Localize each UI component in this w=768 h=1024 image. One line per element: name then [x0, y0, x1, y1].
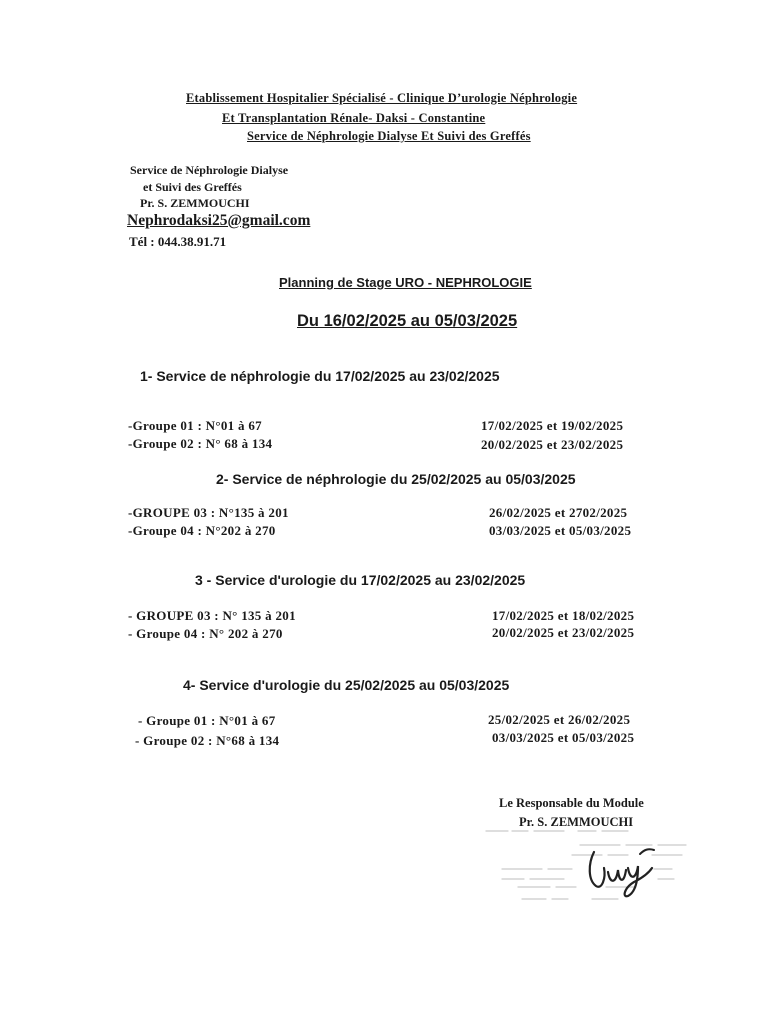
- section-3-group-1-dates: 17/02/2025 et 18/02/2025: [492, 608, 635, 623]
- section-4-heading: 4- Service d'urologie du 25/02/2025 au 05/03/2025: [183, 677, 510, 693]
- section-3-group-2-dates: 20/02/2025 et 23/02/2025: [492, 625, 635, 640]
- section-4-group-2-dates: 03/03/2025 et 05/03/2025: [492, 730, 635, 745]
- section-2-group-1: -GROUPE 03 : N°135 à 201: [128, 505, 289, 520]
- contact-email: Nephrodaksi25@gmail.com: [127, 212, 311, 229]
- signature-title: Le Responsable du Module: [499, 796, 644, 810]
- section-3-group-1: - GROUPE 03 : N° 135 à 201: [128, 608, 296, 623]
- section-4-group-1-dates: 25/02/2025 et 26/02/2025: [488, 712, 631, 727]
- service-name-line1: Service de Néphrologie Dialyse: [130, 163, 289, 177]
- service-name-line2: et Suivi des Greffés: [143, 180, 242, 194]
- institution-name: Etablissement Hospitalier Spécialisé - Clinique D’urologie Néphrologie: [186, 91, 578, 105]
- department-name: Service de Néphrologie Dialyse Et Suivi des Greffés: [247, 129, 531, 143]
- section-1-heading: 1- Service de néphrologie du 17/02/2025 au 23/02/2025: [140, 368, 500, 384]
- section-1-group-2-dates: 20/02/2025 et 23/02/2025: [481, 437, 624, 452]
- handwritten-signature: [582, 838, 662, 898]
- signature-name: Pr. S. ZEMMOUCHI: [519, 815, 634, 829]
- section-3-group-2: - Groupe 04 : N° 202 à 270: [128, 626, 283, 641]
- section-4-group-1: - Groupe 01 : N°01 à 67: [138, 713, 276, 728]
- institution-subtitle: Et Transplantation Rénale- Daksi - Constantine: [222, 111, 486, 125]
- section-2-group-2: -Groupe 04 : N°202 à 270: [128, 523, 276, 538]
- section-2-group-1-dates: 26/02/2025 et 2702/2025: [489, 505, 628, 520]
- planning-period: Du 16/02/2025 au 05/03/2025: [297, 312, 518, 330]
- service-head: Pr. S. ZEMMOUCHI: [140, 196, 250, 210]
- planning-title: Planning de Stage URO - NEPHROLOGIE: [279, 275, 532, 290]
- section-3-heading: 3 - Service d'urologie du 17/02/2025 au 23/02/2025: [195, 572, 526, 588]
- section-2-group-2-dates: 03/03/2025 et 05/03/2025: [489, 523, 632, 538]
- section-2-heading: 2- Service de néphrologie du 25/02/2025 au 05/03/2025: [216, 471, 576, 487]
- section-1-group-2: -Groupe 02 : N° 68 à 134: [128, 436, 273, 451]
- section-4-group-2: - Groupe 02 : N°68 à 134: [135, 733, 280, 748]
- section-1-group-1-dates: 17/02/2025 et 19/02/2025: [481, 418, 624, 433]
- contact-phone: Tél : 044.38.91.71: [129, 234, 227, 249]
- section-1-group-1: -Groupe 01 : N°01 à 67: [128, 418, 262, 433]
